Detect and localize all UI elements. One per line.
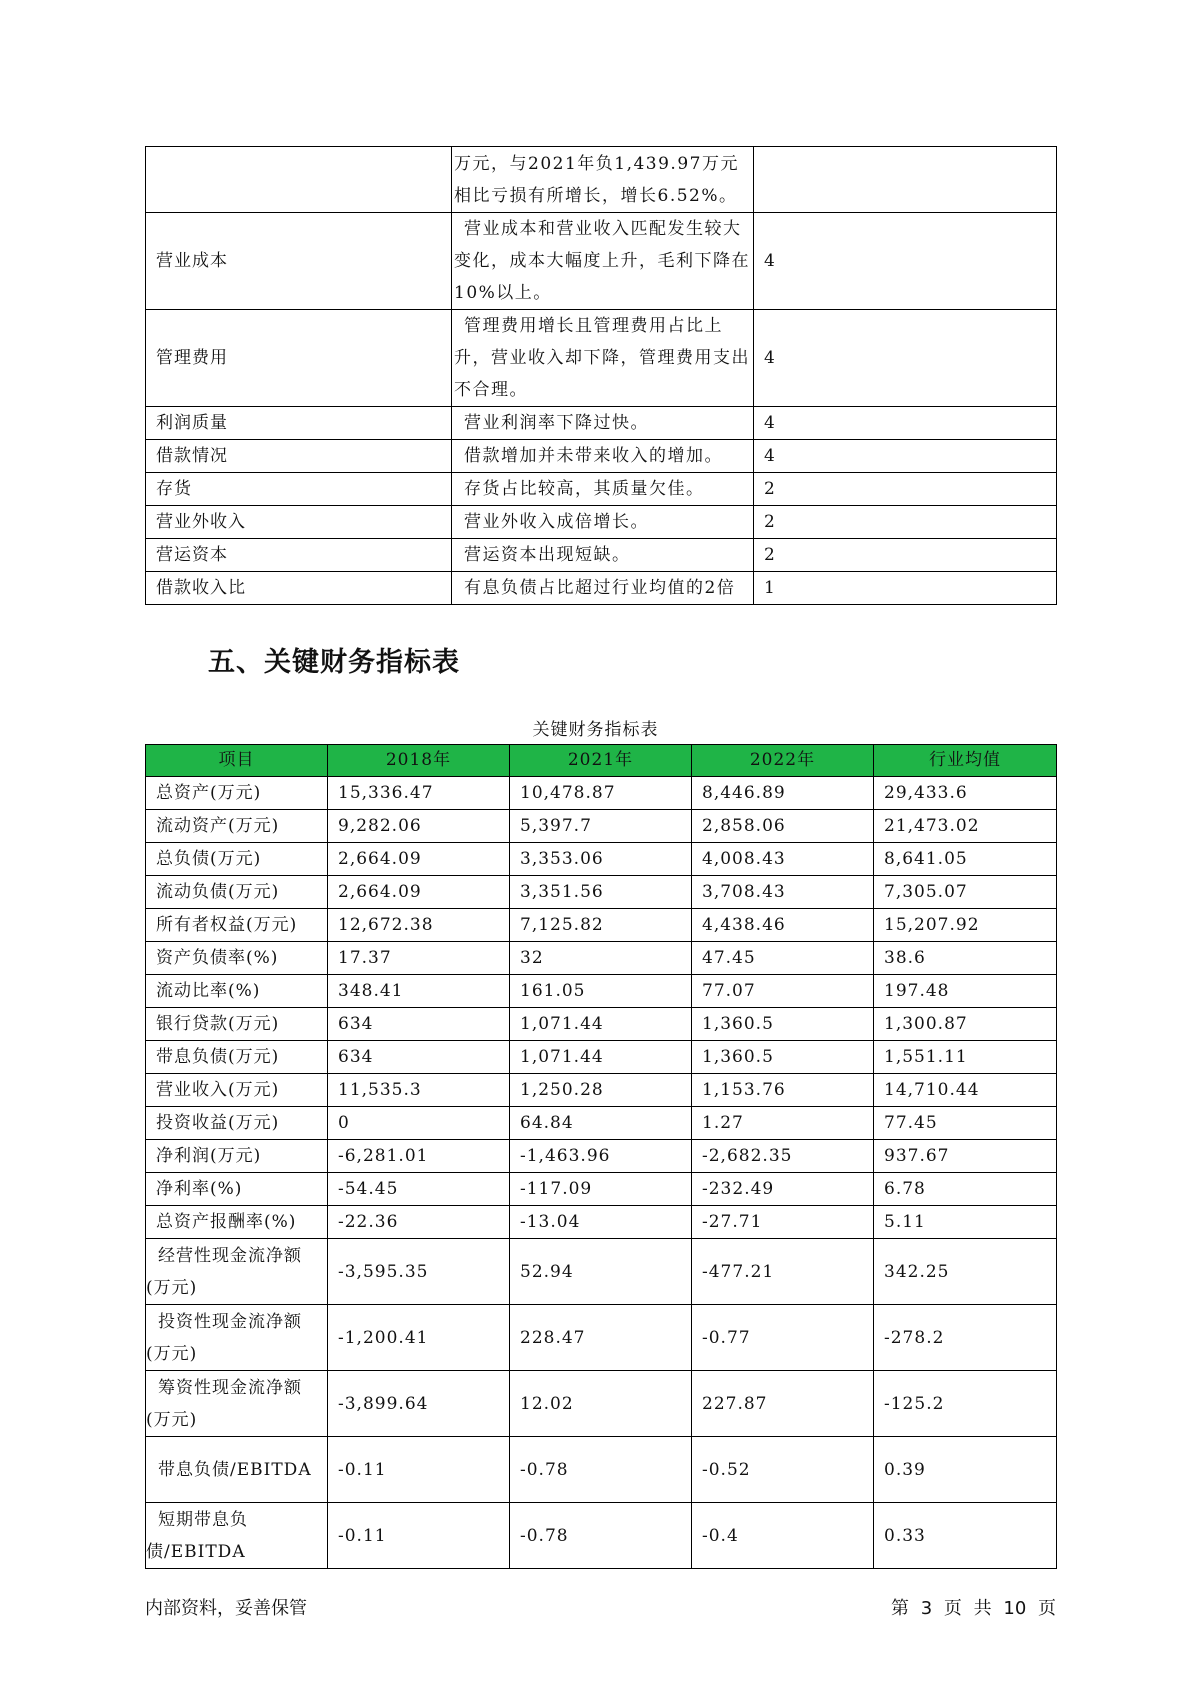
risk-item: 借款情况 (146, 440, 452, 473)
kpi-metric-label: 总资产(万元) (146, 777, 328, 810)
kpi-value: 348.41 (328, 975, 510, 1008)
kpi-value: 38.6 (874, 942, 1057, 975)
kpi-header-row (146, 745, 1057, 777)
kpi-row (146, 843, 1057, 876)
kpi-metric-label: 投资收益(万元) (146, 1107, 328, 1140)
risk-item: 利润质量 (146, 407, 452, 440)
footer-page-number: 第 3 页 共 10 页 (891, 1598, 1056, 1619)
risk-description: 借款增加并未带来收入的增加。 (452, 440, 754, 473)
kpi-value: 47.45 (692, 942, 874, 975)
kpi-value: -232.49 (692, 1173, 874, 1206)
kpi-table-body (146, 777, 1057, 1569)
risk-row (146, 473, 1057, 506)
section-heading: 五、关键财务指标表 (208, 647, 460, 678)
kpi-value: 9,282.06 (328, 810, 510, 843)
footer-confidential: 内部资料，妥善保管 (145, 1598, 307, 1619)
risk-row (146, 572, 1057, 605)
kpi-value: -3,595.35 (328, 1239, 510, 1305)
kpi-header-cell: 2018年 (328, 745, 510, 777)
kpi-value: 4,008.43 (692, 843, 874, 876)
risk-row (146, 440, 1057, 473)
kpi-metric-label: 总资产报酬率(%) (146, 1206, 328, 1239)
risk-item: 借款收入比 (146, 572, 452, 605)
kpi-value: 77.45 (874, 1107, 1057, 1140)
risk-row (146, 539, 1057, 572)
kpi-metric-label: 流动比率(%) (146, 975, 328, 1008)
kpi-value: -0.11 (328, 1437, 510, 1503)
risk-item: 管理费用 (146, 310, 452, 407)
risk-description: 万元，与2021年负1,439.97万元相比亏损有所增长，增长6.52%。 (452, 147, 754, 213)
kpi-row (146, 1140, 1057, 1173)
kpi-header-cell: 行业均值 (874, 745, 1057, 777)
kpi-metric-label: 经营性现金流净额(万元) (146, 1239, 328, 1305)
table-caption: 关键财务指标表 (532, 720, 659, 740)
kpi-value: 17.37 (328, 942, 510, 975)
kpi-value: 2,664.09 (328, 876, 510, 909)
kpi-table-head (146, 745, 1057, 777)
kpi-value: -125.2 (874, 1371, 1057, 1437)
kpi-value: 15,207.92 (874, 909, 1057, 942)
kpi-value: -0.77 (692, 1305, 874, 1371)
kpi-row (146, 1041, 1057, 1074)
kpi-value: -278.2 (874, 1305, 1057, 1371)
risk-score: 2 (754, 506, 1057, 539)
kpi-value: 161.05 (510, 975, 692, 1008)
risk-score: 2 (754, 539, 1057, 572)
kpi-value: -0.52 (692, 1437, 874, 1503)
kpi-value: 227.87 (692, 1371, 874, 1437)
kpi-row (146, 1305, 1057, 1371)
risk-description: 有息负债占比超过行业均值的2倍 (452, 572, 754, 605)
kpi-value: 12.02 (510, 1371, 692, 1437)
kpi-value: -13.04 (510, 1206, 692, 1239)
kpi-value: -27.71 (692, 1206, 874, 1239)
kpi-value: 12,672.38 (328, 909, 510, 942)
risk-table-body (146, 147, 1057, 605)
risk-description: 营运资本出现短缺。 (452, 539, 754, 572)
risk-score (754, 147, 1057, 213)
risk-description: 营业外收入成倍增长。 (452, 506, 754, 539)
kpi-metric-label: 资产负债率(%) (146, 942, 328, 975)
kpi-row (146, 1074, 1057, 1107)
kpi-table (145, 744, 1057, 1569)
kpi-value: 32 (510, 942, 692, 975)
kpi-value: -0.78 (510, 1437, 692, 1503)
kpi-row (146, 1239, 1057, 1305)
risk-score: 4 (754, 407, 1057, 440)
kpi-value: 77.07 (692, 975, 874, 1008)
kpi-value: 2,664.09 (328, 843, 510, 876)
kpi-metric-label: 带息负债(万元) (146, 1041, 328, 1074)
risk-score: 1 (754, 572, 1057, 605)
kpi-metric-label: 净利率(%) (146, 1173, 328, 1206)
risk-description: 营业成本和营业收入匹配发生较大变化，成本大幅度上升，毛利下降在10%以上。 (452, 213, 754, 310)
kpi-row (146, 909, 1057, 942)
kpi-value: 634 (328, 1008, 510, 1041)
kpi-value: 1.27 (692, 1107, 874, 1140)
kpi-value: 29,433.6 (874, 777, 1057, 810)
kpi-row (146, 1107, 1057, 1140)
risk-row (146, 506, 1057, 539)
risk-row (146, 147, 1057, 213)
kpi-value: 1,250.28 (510, 1074, 692, 1107)
kpi-value: 0.33 (874, 1503, 1057, 1569)
kpi-header-cell: 2022年 (692, 745, 874, 777)
risk-score: 4 (754, 213, 1057, 310)
kpi-metric-label: 投资性现金流净额(万元) (146, 1305, 328, 1371)
kpi-value: 8,641.05 (874, 843, 1057, 876)
kpi-value: -117.09 (510, 1173, 692, 1206)
kpi-value: 14,710.44 (874, 1074, 1057, 1107)
risk-item: 营业成本 (146, 213, 452, 310)
kpi-value: 0.39 (874, 1437, 1057, 1503)
kpi-value: 5,397.7 (510, 810, 692, 843)
risk-item (146, 147, 452, 213)
kpi-value: 937.67 (874, 1140, 1057, 1173)
kpi-value: -3,899.64 (328, 1371, 510, 1437)
risk-table (145, 146, 1057, 605)
kpi-value: 5.11 (874, 1206, 1057, 1239)
risk-row (146, 407, 1057, 440)
kpi-value: 1,360.5 (692, 1041, 874, 1074)
kpi-value: -0.11 (328, 1503, 510, 1569)
kpi-value: -6,281.01 (328, 1140, 510, 1173)
kpi-metric-label: 所有者权益(万元) (146, 909, 328, 942)
kpi-metric-label: 净利润(万元) (146, 1140, 328, 1173)
kpi-row (146, 1371, 1057, 1437)
kpi-value: 1,071.44 (510, 1008, 692, 1041)
kpi-row (146, 1437, 1057, 1503)
kpi-value: -2,682.35 (692, 1140, 874, 1173)
kpi-row (146, 1173, 1057, 1206)
risk-item: 存货 (146, 473, 452, 506)
kpi-metric-label: 筹资性现金流净额(万元) (146, 1371, 328, 1437)
risk-item: 营运资本 (146, 539, 452, 572)
kpi-metric-label: 带息负债/EBITDA (146, 1437, 328, 1503)
kpi-value: -0.78 (510, 1503, 692, 1569)
kpi-value: -54.45 (328, 1173, 510, 1206)
kpi-value: 0 (328, 1107, 510, 1140)
kpi-value: -1,463.96 (510, 1140, 692, 1173)
kpi-row (146, 810, 1057, 843)
risk-description: 管理费用增长且管理费用占比上升，营业收入却下降，管理费用支出不合理。 (452, 310, 754, 407)
risk-row (146, 213, 1057, 310)
kpi-value: 3,351.56 (510, 876, 692, 909)
kpi-value: 3,353.06 (510, 843, 692, 876)
kpi-header-cell: 2021年 (510, 745, 692, 777)
risk-score: 2 (754, 473, 1057, 506)
risk-score: 4 (754, 310, 1057, 407)
kpi-value: 228.47 (510, 1305, 692, 1371)
kpi-value: -1,200.41 (328, 1305, 510, 1371)
kpi-row (146, 975, 1057, 1008)
kpi-row (146, 777, 1057, 810)
kpi-value: 7,305.07 (874, 876, 1057, 909)
kpi-value: 1,071.44 (510, 1041, 692, 1074)
kpi-value: 3,708.43 (692, 876, 874, 909)
kpi-metric-label: 短期带息负债/EBITDA (146, 1503, 328, 1569)
kpi-row (146, 1206, 1057, 1239)
kpi-value: -22.36 (328, 1206, 510, 1239)
kpi-value: 52.94 (510, 1239, 692, 1305)
risk-row (146, 310, 1057, 407)
risk-score: 4 (754, 440, 1057, 473)
kpi-value: 1,551.11 (874, 1041, 1057, 1074)
risk-item: 营业外收入 (146, 506, 452, 539)
kpi-value: 8,446.89 (692, 777, 874, 810)
kpi-value: -0.4 (692, 1503, 874, 1569)
kpi-metric-label: 流动负债(万元) (146, 876, 328, 909)
kpi-header-cell: 项目 (146, 745, 328, 777)
kpi-metric-label: 流动资产(万元) (146, 810, 328, 843)
risk-description: 存货占比较高，其质量欠佳。 (452, 473, 754, 506)
kpi-metric-label: 银行贷款(万元) (146, 1008, 328, 1041)
kpi-value: 1,153.76 (692, 1074, 874, 1107)
kpi-value: 15,336.47 (328, 777, 510, 810)
kpi-row (146, 1008, 1057, 1041)
kpi-row (146, 942, 1057, 975)
kpi-metric-label: 营业收入(万元) (146, 1074, 328, 1107)
kpi-value: 11,535.3 (328, 1074, 510, 1107)
kpi-value: 6.78 (874, 1173, 1057, 1206)
kpi-value: 7,125.82 (510, 909, 692, 942)
kpi-metric-label: 总负债(万元) (146, 843, 328, 876)
kpi-value: 197.48 (874, 975, 1057, 1008)
kpi-value: 10,478.87 (510, 777, 692, 810)
kpi-value: 21,473.02 (874, 810, 1057, 843)
kpi-value: 2,858.06 (692, 810, 874, 843)
kpi-value: -477.21 (692, 1239, 874, 1305)
kpi-value: 1,300.87 (874, 1008, 1057, 1041)
kpi-row (146, 876, 1057, 909)
kpi-value: 64.84 (510, 1107, 692, 1140)
kpi-value: 634 (328, 1041, 510, 1074)
kpi-row (146, 1503, 1057, 1569)
kpi-value: 4,438.46 (692, 909, 874, 942)
risk-description: 营业利润率下降过快。 (452, 407, 754, 440)
kpi-value: 342.25 (874, 1239, 1057, 1305)
kpi-value: 1,360.5 (692, 1008, 874, 1041)
